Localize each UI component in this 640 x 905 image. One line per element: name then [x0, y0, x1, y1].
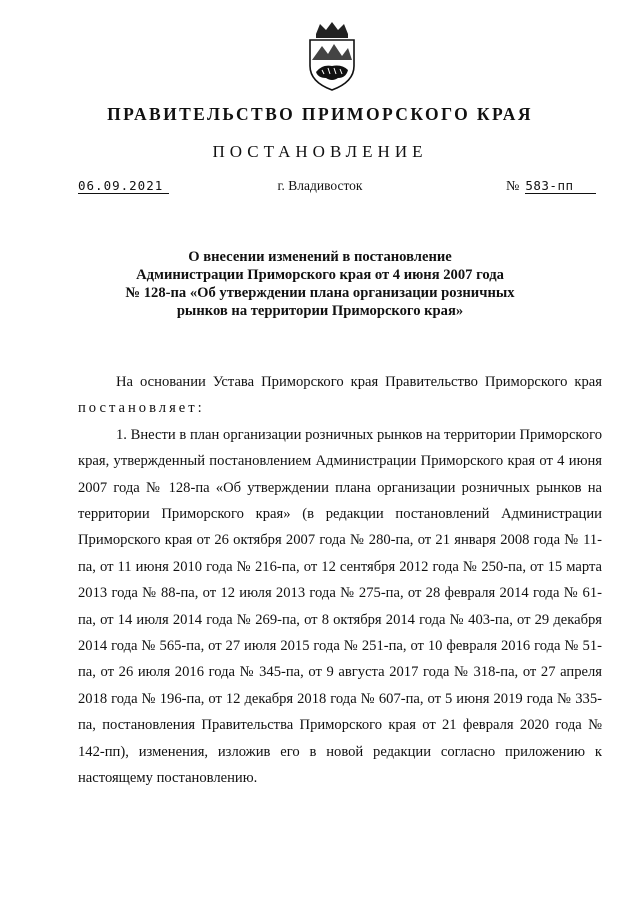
document-body — [78, 369, 602, 792]
document-city: г. Владивосток — [277, 178, 363, 193]
basis-text: На основании Устава Приморского края Правительство Приморского края — [116, 374, 602, 390]
subject-line: № 128-па «Об утверждении плана организации розничных — [125, 285, 515, 301]
resolves-word: постановляет: — [78, 400, 205, 417]
paragraph-item-1: 1. Внести в план организации розничных рынков на территории Приморского края, утвержденный постановлением Администрации Приморского края от 4 июня 2007 года № 128-па «Об утверждении плана организации розничных рынков на территории Приморского края» (в редакции постановлений Администрации Приморского края от 26 октября 2007 года № 280-па, от 21 января 2008 года № 11-па, от 11 июня 2010 года № 216-па, от 12 сентября 2012 года № 250-па, от 15 марта 2013 года № 88-па, от 12 июля 2013 года № 275-па, от 28 февраля 2014 года № 61-па, от 14 июля 2014 года № 269-па, от 8 октября 2014 года № 403-па, от 29 декабря 2014 года № 565-па, от 27 июля 2015 года № 251-па, от 10 февраля 2016 года № 51-па, от 26 июля 2016 года № 345-па, от 9 августа 2017 года № 318-па, от 27 апреля 2018 года № 196-па, от 12 декабря 2018 года № 607-па, от 5 июня 2019 года № 335-па, постановления Правительства Приморского края от 21 февраля 2020 года № 142-пп), изменения, изложив его в новой редакции согласно приложению к настоящему постановлению. — [78, 426, 602, 787]
number-value: 583-пп — [525, 178, 595, 194]
organization-title: ПРАВИТЕЛЬСТВО ПРИМОРСКОГО КРАЯ — [107, 104, 533, 124]
subject-line: Администрации Приморского края от 4 июня 2007 года — [136, 267, 504, 283]
number-prefix: № — [506, 179, 520, 194]
document-subject — [96, 248, 544, 320]
subject-line: О внесении изменений в постановление — [188, 249, 452, 265]
document-number — [506, 178, 596, 195]
coat-of-arms-icon — [302, 20, 362, 92]
paragraph-basis — [78, 369, 602, 422]
document-type: ПОСТАНОВЛЕНИЕ — [212, 142, 428, 161]
subject-line: рынков на территории Приморского края» — [176, 303, 464, 319]
date-value: 06.09.2021 — [78, 178, 169, 194]
